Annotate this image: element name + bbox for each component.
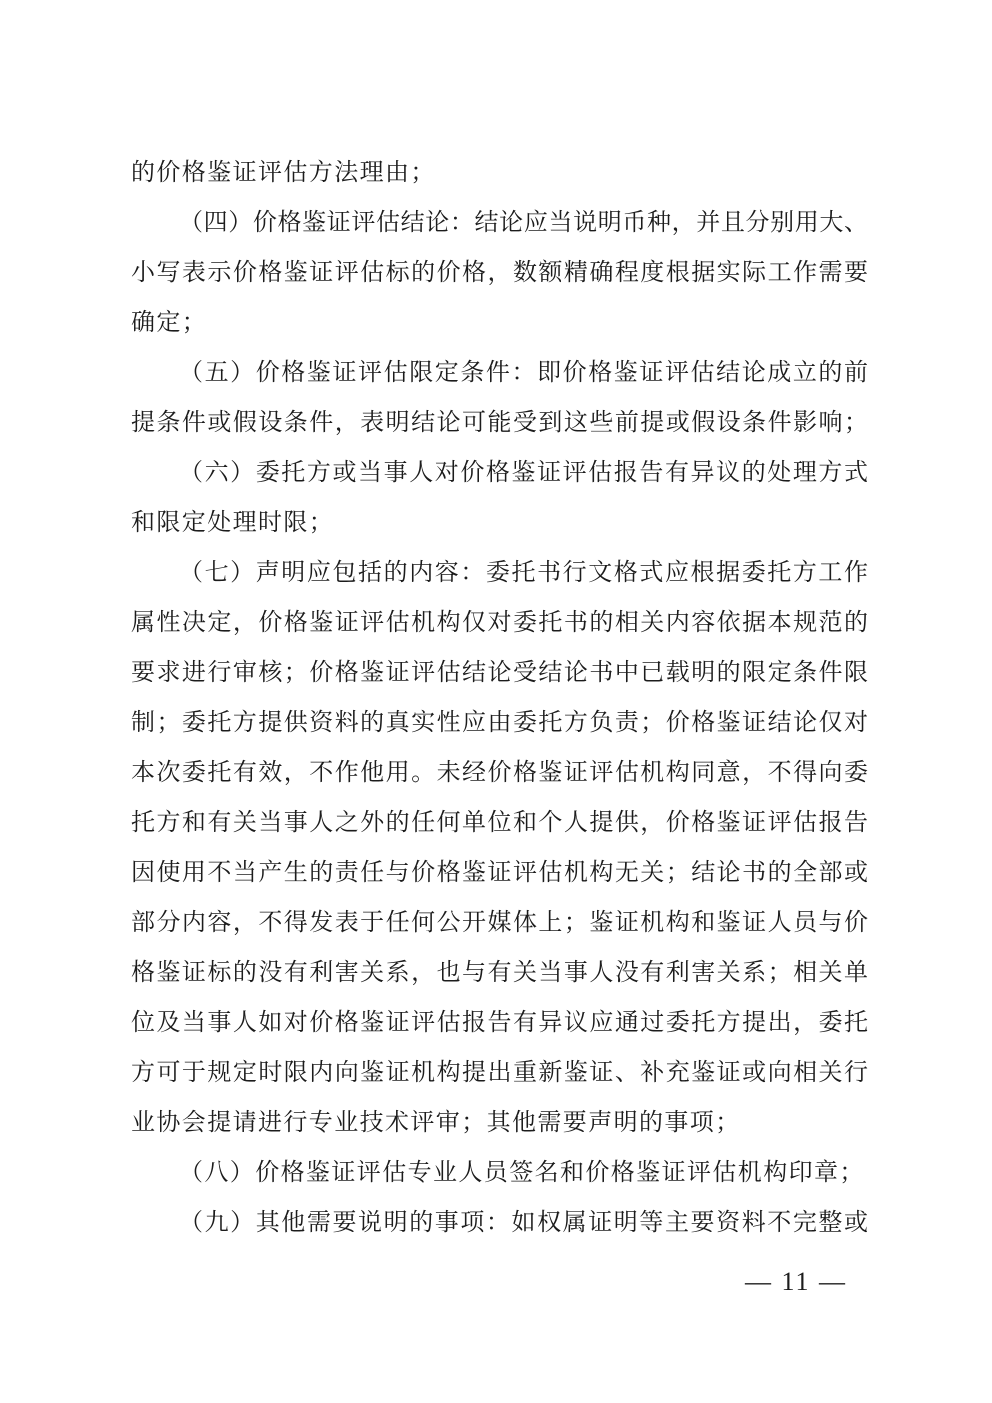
page-footer <box>745 1262 847 1302</box>
document-line: （八）价格鉴证评估专业人员签名和价格鉴证评估机构印章； <box>179 1160 865 1186</box>
document-line: 格鉴证标的没有利害关系，也与有关当事人没有利害关系；相关单 <box>131 960 868 986</box>
document-body <box>131 148 868 1248</box>
document-line: （九）其他需要说明的事项：如权属证明等主要资料不完整或 <box>179 1210 868 1236</box>
document-line: 托方和有关当事人之外的任何单位和个人提供，价格鉴证评估报告 <box>131 810 868 836</box>
document-line: 要求进行审核；价格鉴证评估结论受结论书中已载明的限定条件限 <box>131 660 868 686</box>
document-line: 方可于规定时限内向鉴证机构提出重新鉴证、补充鉴证或向相关行 <box>131 1060 868 1086</box>
page-number: — 11 — <box>744 1267 847 1296</box>
document-line: 部分内容，不得发表于任何公开媒体上；鉴证机构和鉴证人员与价 <box>131 910 868 936</box>
document-line: 和限定处理时限； <box>131 510 335 536</box>
document-line: 小写表示价格鉴证评估标的价格，数额精确程度根据实际工作需要 <box>131 260 868 286</box>
document-line: 因使用不当产生的责任与价格鉴证评估机构无关；结论书的全部或 <box>131 860 868 886</box>
document-line: （四）价格鉴证评估结论：结论应当说明币种，并且分别用大、 <box>179 210 868 236</box>
document-line: 属性决定，价格鉴证评估机构仅对委托书的相关内容依据本规范的 <box>131 610 868 636</box>
document-line: 位及当事人如对价格鉴证评估报告有异议应通过委托方提出，委托 <box>131 1010 868 1036</box>
document-line: 业协会提请进行专业技术评审；其他需要声明的事项； <box>131 1110 741 1136</box>
document-line: 制；委托方提供资料的真实性应由委托方负责；价格鉴证结论仅对 <box>131 710 868 736</box>
document-line: （五）价格鉴证评估限定条件：即价格鉴证评估结论成立的前 <box>179 360 868 386</box>
document-line: （七）声明应包括的内容：委托书行文格式应根据委托方工作 <box>179 560 868 586</box>
document-line: 本次委托有效，不作他用。未经价格鉴证评估机构同意，不得向委 <box>131 760 868 786</box>
document-line: 提条件或假设条件，表明结论可能受到这些前提或假设条件影响； <box>131 410 868 436</box>
document-line: 的价格鉴证评估方法理由； <box>131 160 436 186</box>
document-line: 确定； <box>131 310 208 336</box>
document-line: （六）委托方或当事人对价格鉴证评估报告有异议的处理方式 <box>179 460 868 486</box>
